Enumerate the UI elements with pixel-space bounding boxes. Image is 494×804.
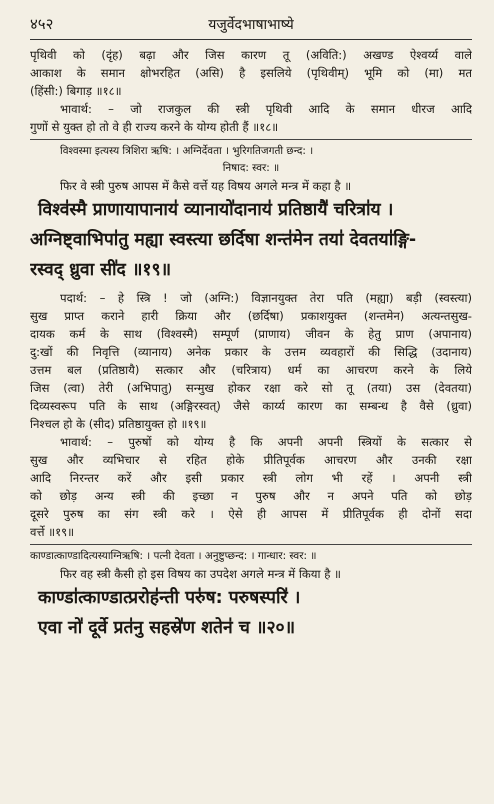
mantra-line: काण्डा॑त्काण्डात्प्ररोह॑न्ती परु॑ष: परुषस्परि॑ । xyxy=(38,588,301,608)
verse-19-metadata xyxy=(30,143,472,177)
text-line: निश्चल हो के (सीद) प्रतिष्ठायुक्त हो ॥१९॥ xyxy=(30,417,207,431)
text-line: सुख और व्यभिचार से रहित होके प्रीतिपूर्वक आचरण और उनकी रक्षा xyxy=(30,453,472,467)
divider xyxy=(30,139,472,140)
verse-20-metadata: काण्डात्काण्डादित्यस्याग्निऋषि: । पत्नी देवता । अनुष्टुप्छन्द: । गान्धार: स्वर: ॥ xyxy=(30,550,317,562)
text-line: (हिंसी:) बिगाड़ ॥१८॥ xyxy=(30,84,122,98)
mantra-line: विश्व॑स्मै प्राणायापानाय॑ व्यानायो॑दानाय॑ प्रतिष्ठायै॑ चरित्रा॑य । xyxy=(38,200,394,220)
verse-19-intro: फिर वे स्त्री पुरुष आपस में कैसे वर्त्ते यह विषय अगले मन्त्र में कहा है ॥ xyxy=(60,179,352,193)
running-title: यजुर्वेदभाषाभाष्ये xyxy=(208,17,294,33)
text-line: सुख प्राप्त कराने हारी क्रिया और (छर्दिषा) प्रकाशयुक्त (शन्तमेन) अत्यन्तसुख- xyxy=(30,309,472,323)
text-line: आकाश के समान क्षोभरहित (असि) है इसलिये (पृथिवीम्) भूमि को (मा) मत xyxy=(30,66,472,80)
verse-18-translation-end xyxy=(30,46,472,100)
text-line: दूसरे पुरुष का संग स्त्री करे । ऐसे ही आपस में प्रीतिपूर्वक ही दोनों सदा xyxy=(30,507,472,521)
mantra-20 xyxy=(30,583,472,643)
rishi-devata-line: विश्वस्मा इत्यस्य त्रिशिरा ऋषि: । अग्निर्देवता । भुरिगतिजगती छन्द: । xyxy=(60,145,314,157)
text-line: भावार्थ: – पुरुषों को योग्य है कि अपनी अपनी स्त्रियों के सत्कार से xyxy=(60,435,472,449)
text-line: उत्तम बल (प्रतिष्ठायै) सत्कार और (चरित्राय) धर्म का आचरण करने के लिये xyxy=(30,363,472,377)
page-header xyxy=(30,14,472,40)
text-line: पदार्थ: – हे स्त्रि ! जो (अग्नि:) विज्ञानयुक्त तेरा पति (मह्या) बड़ी (स्वस्त्या) xyxy=(60,291,472,305)
text-line: को छोड़ अन्य स्त्री की इच्छा न पुरुष और न अपने पति को छोड़ xyxy=(30,489,472,503)
text-line: भावार्थ: – जो राजकुल की स्त्री पृथिवी आदि के समान धीरज आदि xyxy=(60,102,472,116)
divider xyxy=(30,544,472,545)
bhavartha-18 xyxy=(30,100,472,136)
bhavartha-19 xyxy=(30,433,472,541)
text-line: पृथिवी को (दृंह) बढ़ा और जिस कारण तू (अविति:) अखण्ड ऐश्वर्य्य वाले xyxy=(30,48,472,62)
page-number: ४५२ xyxy=(30,15,54,33)
text-line: दिव्यस्वरूप पति के साथ (अङ्गिरस्वत्) जैसे कार्य्य कारण का सम्बन्ध है वैसे (ध्रुवा) xyxy=(30,399,472,413)
svara-line: निषाद: स्वर: ॥ xyxy=(222,162,280,174)
text-line: आदि निरन्तर करें और इसी प्रकार स्त्री लोग भी रहें । अपनी स्त्री xyxy=(30,471,472,485)
text-line: दायक कर्म के साथ (विश्वस्मै) सम्पूर्ण (प्राणाय) जीवन के हेतु प्राण (अपानाय) xyxy=(30,327,472,341)
mantra-line: एवा नो॑ दूर्वे प्रत॑नु सहस्रे॑ण शतेन॑ च ॥२०॥ xyxy=(38,618,296,638)
text-line: गुणों से युक्त हो तो वे ही राज्य करने के योग्य होती हैं ॥१८॥ xyxy=(30,120,279,134)
mantra-line: अग्निष्ट्वाभिपा॑तु मह्या स्वस्त्या छर्दिषा शन्त॑मेन तया॑ देवतया॑ङ्गि- xyxy=(30,230,417,250)
mantra-19 xyxy=(30,195,472,285)
text-line: जिस (त्वा) तेरी (अभिपातु) सन्मुख होकर रक्षा करे सो तू (तया) उस (देवतया) xyxy=(30,381,472,395)
text-line: वर्त्ते ॥१९॥ xyxy=(30,525,75,539)
verse-20-intro: फिर वह स्त्री कैसी हो इस विषय का उपदेश अगले मन्त्र में किया है ॥ xyxy=(60,567,342,581)
padartha-19 xyxy=(30,289,472,433)
mantra-line: रस्वद् ध्रुवा सी॑द ॥१९॥ xyxy=(30,260,172,280)
text-line: दु:खों की निवृत्ति (व्यानाय) अनेक प्रकार के उत्तम व्यवहारों की सिद्धि (उदानाय) xyxy=(30,345,472,359)
